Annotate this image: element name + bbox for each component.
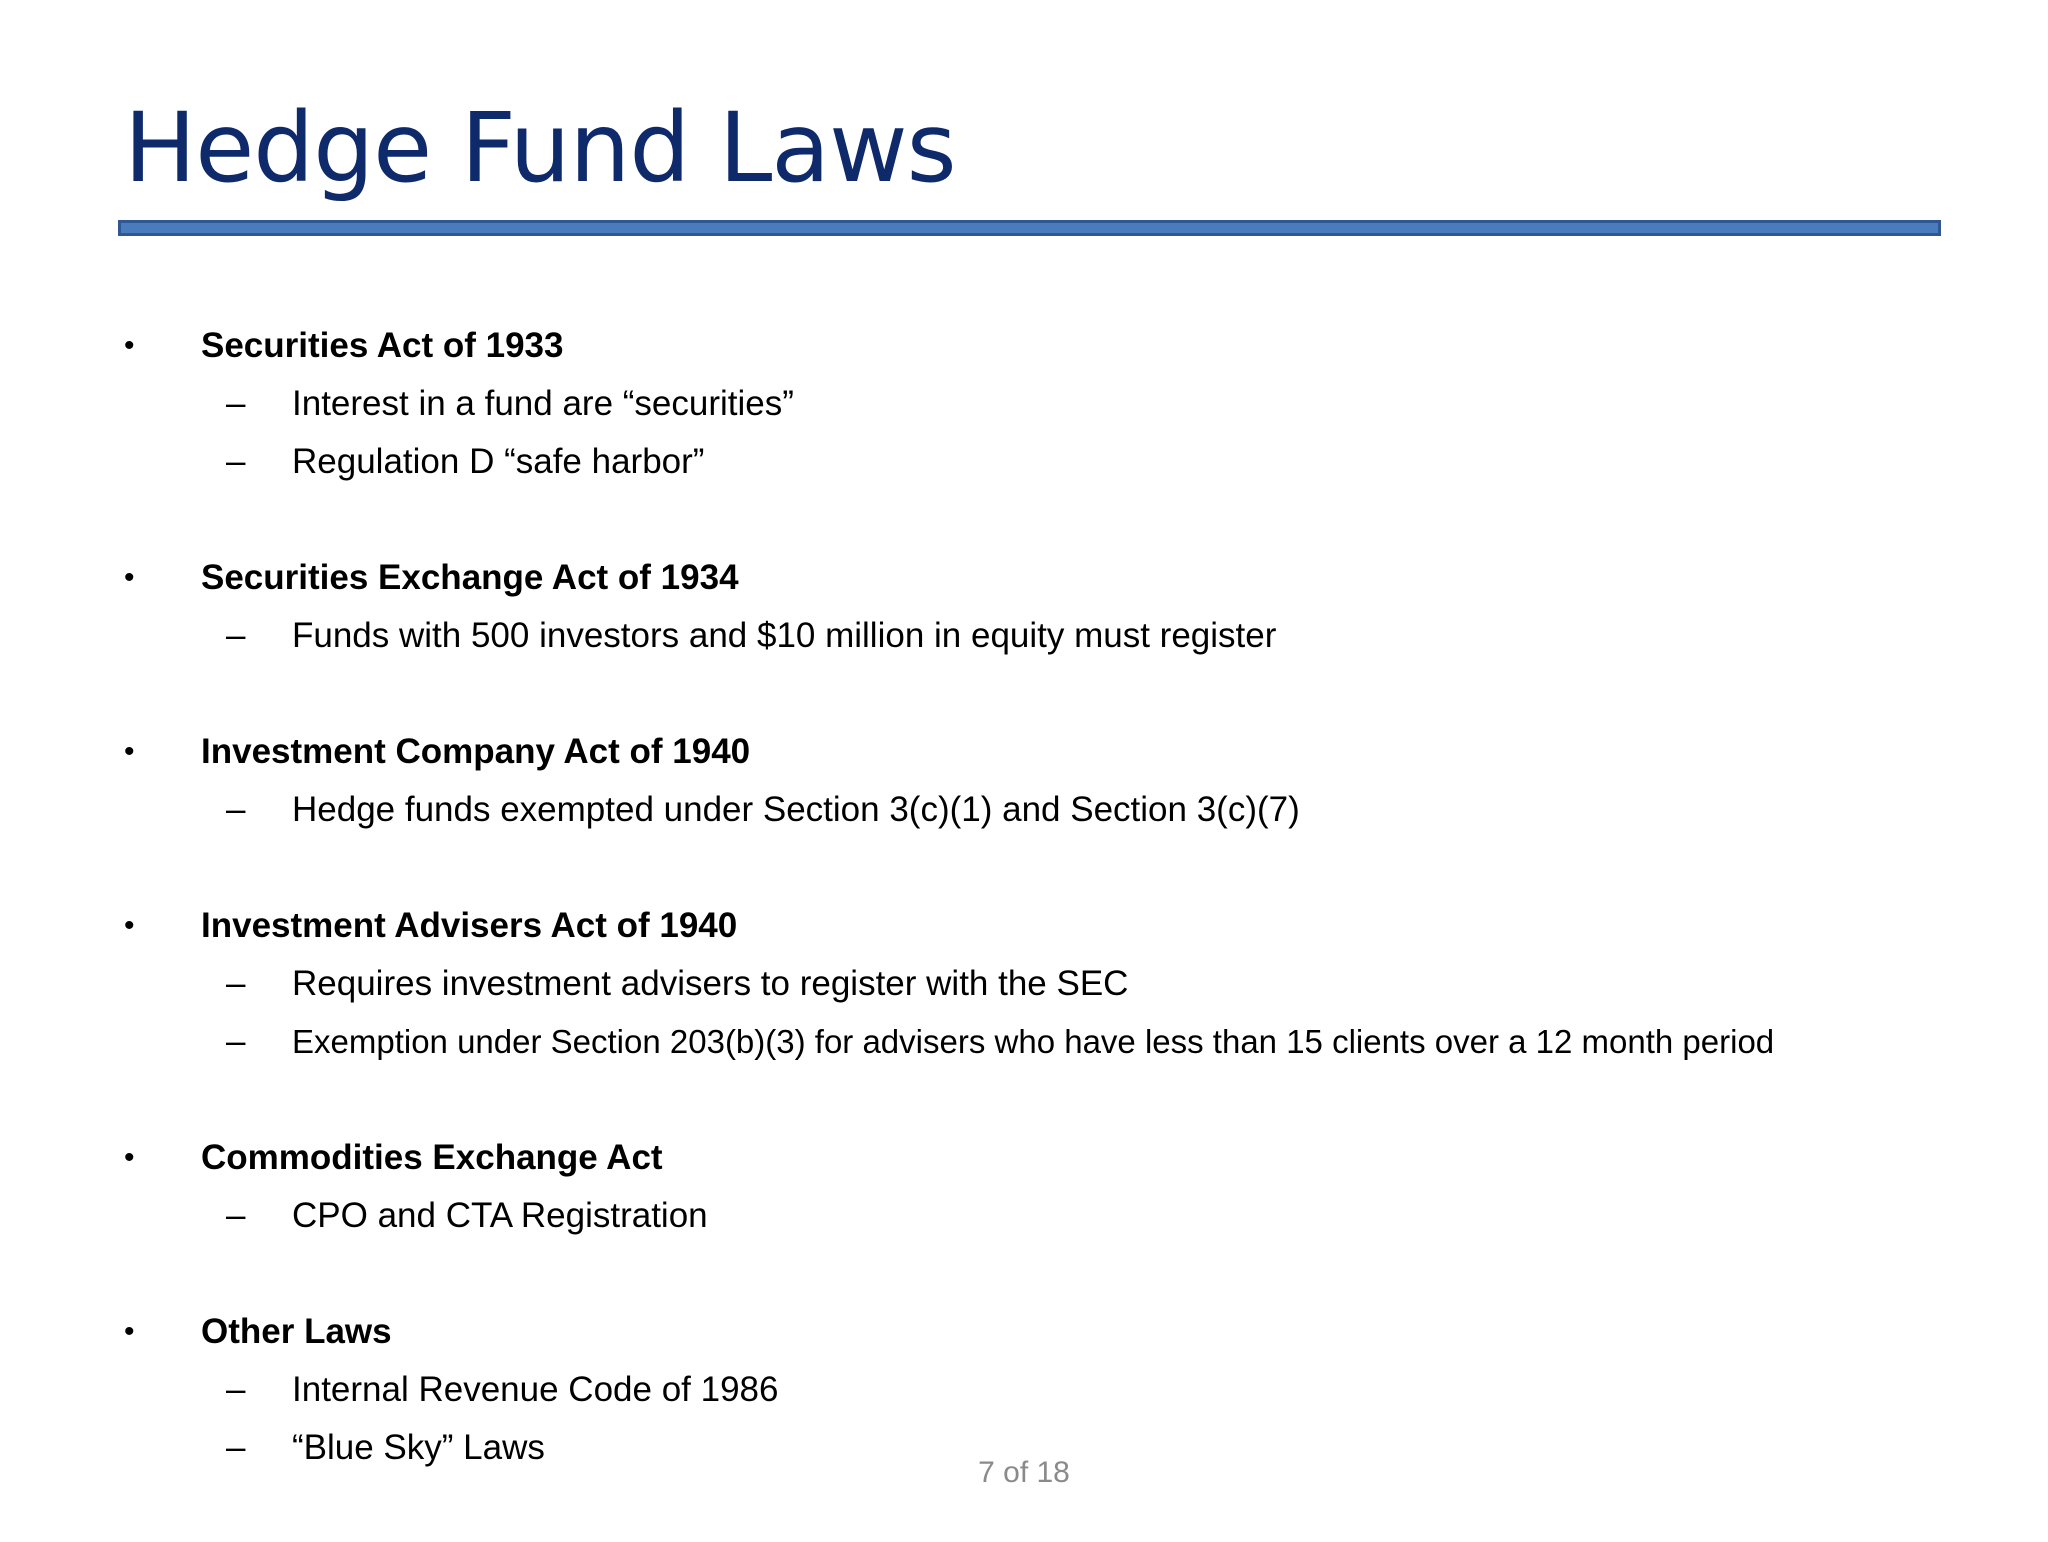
sub-item xyxy=(120,382,1980,440)
bullet-item xyxy=(120,904,1980,962)
sub-item xyxy=(120,962,1980,1020)
sub-item xyxy=(120,1368,1980,1426)
section-securities-act-1933 xyxy=(120,324,1980,498)
sub-item-text: Exemption under Section 203(b)(3) for advisers who have less than 15 clients over a 12 month period xyxy=(292,1023,1775,1060)
bullet-dot-icon: • xyxy=(124,735,135,768)
sub-item-text: “Blue Sky” Laws xyxy=(292,1428,545,1467)
sub-item-text: Interest in a fund are “securities” xyxy=(292,384,794,423)
bullet-item xyxy=(120,730,1980,788)
page-number: 7 of 18 xyxy=(978,1456,1070,1489)
bullet-heading: Investment Advisers Act of 1940 xyxy=(201,906,738,945)
section-investment-advisers-act-1940 xyxy=(120,904,1980,1078)
bullet-heading: Commodities Exchange Act xyxy=(201,1138,663,1177)
bullet-dot-icon: • xyxy=(124,1141,135,1174)
bullet-list xyxy=(120,324,1980,1542)
bullet-heading: Securities Act of 1933 xyxy=(201,326,564,365)
dash-icon: – xyxy=(226,790,246,829)
dash-icon: – xyxy=(226,1022,246,1061)
title-underline-bar xyxy=(118,220,1941,236)
sub-item xyxy=(120,788,1980,846)
dash-icon: – xyxy=(226,964,246,1003)
bullet-item xyxy=(120,556,1980,614)
section-securities-exchange-act-1934 xyxy=(120,556,1980,672)
section-investment-company-act-1940 xyxy=(120,730,1980,846)
sub-item-text: Internal Revenue Code of 1986 xyxy=(292,1370,779,1409)
sub-item-text: Hedge funds exempted under Section 3(c)(1) and Section 3(c)(7) xyxy=(292,790,1300,829)
bullet-dot-icon: • xyxy=(124,561,135,594)
bullet-heading: Securities Exchange Act of 1934 xyxy=(201,558,739,597)
sub-item xyxy=(120,440,1980,498)
bullet-dot-icon: • xyxy=(124,329,135,362)
sub-item-text: Regulation D “safe harbor” xyxy=(292,442,705,481)
sub-item-text: Requires investment advisers to register with the SEC xyxy=(292,964,1129,1003)
dash-icon: – xyxy=(226,1196,246,1235)
bullet-item xyxy=(120,1310,1980,1368)
dash-icon: – xyxy=(226,1370,246,1409)
bullet-item xyxy=(120,1136,1980,1194)
bullet-dot-icon: • xyxy=(124,909,135,942)
dash-icon: – xyxy=(226,384,246,423)
bullet-dot-icon: • xyxy=(124,1315,135,1348)
sub-item xyxy=(120,1020,1980,1078)
sub-item xyxy=(120,1194,1980,1252)
slide-title: Hedge Fund Laws xyxy=(124,92,956,204)
bullet-heading: Other Laws xyxy=(201,1312,392,1351)
sub-item-text: CPO and CTA Registration xyxy=(292,1196,708,1235)
dash-icon: – xyxy=(226,616,246,655)
dash-icon: – xyxy=(226,1428,246,1467)
bullet-item xyxy=(120,324,1980,382)
bullet-heading: Investment Company Act of 1940 xyxy=(201,732,751,771)
sub-item xyxy=(120,614,1980,672)
sub-item-text: Funds with 500 investors and $10 million in equity must register xyxy=(292,616,1277,655)
section-commodities-exchange-act xyxy=(120,1136,1980,1252)
dash-icon: – xyxy=(226,442,246,481)
